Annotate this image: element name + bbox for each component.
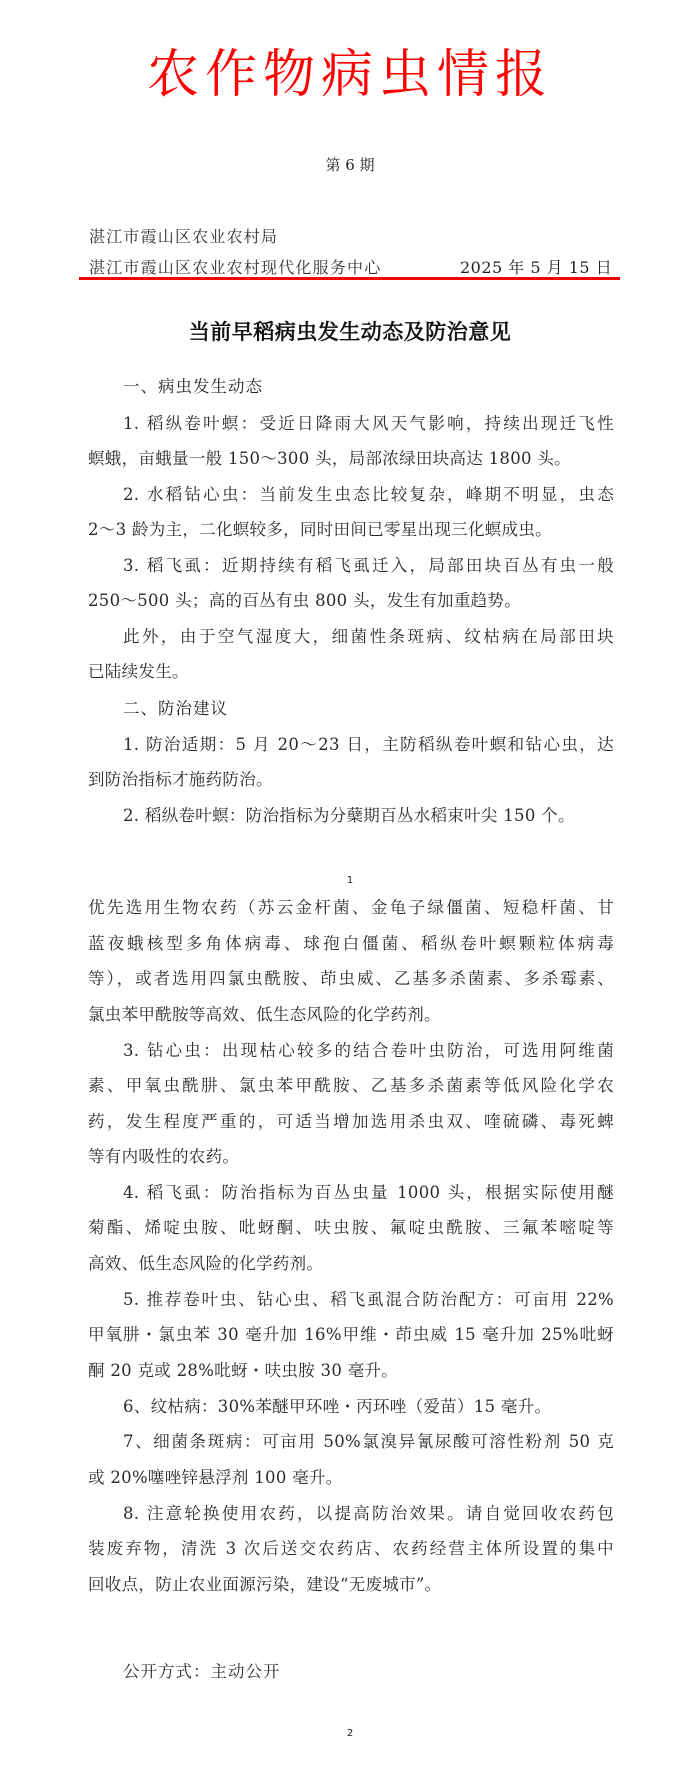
paragraph-line: 或 20%噻唑锌悬浮剂 100 毫升。 (88, 1468, 343, 1487)
paragraph-line: 2. 稻纵卷叶螟：防治指标为分蘖期百丛水稻束叶尖 150 个。 (123, 806, 575, 825)
paragraph-line: 蓝夜蛾核型多角体病毒、球孢白僵菌、稻纵卷叶螟颗粒体病毒 (88, 934, 614, 953)
paragraph-line: 3. 钻心虫：出现枯心较多的结合卷叶虫防治，可选用阿维菌 (123, 1041, 614, 1060)
paragraph-line: 8. 注意轮换使用农药，以提高防治效果。请自觉回收农药包 (123, 1504, 614, 1523)
paragraph-line: 4. 稻飞虱：防治指标为百丛虫量 1000 头，根据实际使用醚 (123, 1183, 614, 1202)
paragraph-line: 6、纹枯病：30%苯醚甲环唑・丙环唑（爱苗）15 毫升。 (123, 1397, 552, 1416)
document-heading: 当前早稻病虫发生动态及防治意见 (188, 319, 512, 344)
paragraph-line: 甲氧肼・氯虫苯 30 毫升加 16%甲维・茚虫威 15 毫升加 25%吡蚜 (88, 1325, 614, 1344)
page-number-1: 1 (346, 875, 354, 886)
paragraph-line: 螟蛾，亩蛾量一般 150～300 头，局部浓绿田块高达 1800 头。 (88, 449, 571, 468)
section-1-title: 一、病虫发生动态 (123, 377, 263, 396)
paragraph-line: 等），或者选用四氯虫酰胺、茚虫威、乙基多杀菌素、多杀霉素、 (88, 969, 614, 988)
paragraph-line: 优先选用生物农药（苏云金杆菌、金龟子绿僵菌、短稳杆菌、甘 (88, 898, 614, 917)
paragraph-line: 回收点，防止农业面源污染，建设“无废城市”。 (88, 1575, 442, 1594)
section-2-title: 二、防治建议 (123, 699, 228, 718)
paragraph-line: 1. 稻纵卷叶螟：受近日降雨大风天气影响，持续出现迁飞性 (123, 414, 614, 433)
paragraph-line: 3. 稻飞虱：近期持续有稻飞虱迁入，局部田块百丛有虫一般 (123, 556, 614, 575)
page-number-2: 2 (346, 1728, 354, 1739)
paragraph-line: 素、甲氧虫酰肼、氯虫苯甲酰胺、乙基多杀菌素等低风险化学农 (88, 1076, 614, 1095)
paragraph-line: 菊酯、烯啶虫胺、吡蚜酮、呋虫胺、氟啶虫酰胺、三氟苯嘧啶等 (88, 1218, 614, 1237)
disclosure-method: 公开方式：主动公开 (123, 1662, 281, 1681)
paragraph-line: 高效、低生态风险的化学药剂。 (88, 1254, 324, 1273)
issuing-org-1: 湛江市霞山区农业农村局 (89, 227, 279, 246)
paragraph-line: 7、细菌条斑病：可亩用 50%氯溴异氰尿酸可溶性粉剂 50 克 (123, 1432, 614, 1451)
paragraph-line: 此外，由于空气湿度大，细菌性条斑病、纹枯病在局部田块 (123, 627, 614, 646)
paragraph-line: 2～3 龄为主，二化螟较多，同时田间已零星出现三化螟成虫。 (88, 520, 552, 539)
issue-date: 2025 年 5 月 15 日 (460, 258, 613, 277)
paragraph-line: 5. 推荐卷叶虫、钻心虫、稻飞虱混合防治配方：可亩用 22% (123, 1290, 614, 1309)
issue-number: 第 6 期 (325, 156, 375, 174)
paragraph-line: 等有内吸性的农药。 (88, 1147, 240, 1166)
paragraph-line: 氯虫苯甲酰胺等高效、低生态风险的化学药剂。 (88, 1005, 441, 1024)
issuing-org-2-row (89, 258, 649, 278)
paragraph-line: 2. 水稻钻心虫：当前发生虫态比较复杂，峰期不明显，虫态 (123, 485, 614, 504)
paragraph-line: 已陆续发生。 (88, 662, 189, 681)
paragraph-line: 到防治指标才施药防治。 (88, 770, 273, 789)
paragraph-line: 酮 20 克或 28%吡蚜・呋虫胺 30 毫升。 (88, 1361, 399, 1380)
red-divider-rule (79, 277, 620, 280)
bulletin-title: 农作物病虫情报 (146, 45, 553, 105)
paragraph-line: 药，发生程度严重的，可适当增加选用杀虫双、喹硫磷、毒死蜱 (88, 1112, 614, 1131)
paragraph-line: 装废弃物，清洗 3 次后送交农药店、农药经营主体所设置的集中 (88, 1539, 614, 1558)
issuing-org-2: 湛江市霞山区农业农村现代化服务中心 (89, 258, 382, 277)
paragraph-line: 1. 防治适期：5 月 20～23 日，主防稻纵卷叶螟和钻心虫，达 (123, 735, 614, 754)
paragraph-line: 250～500 头；高的百丛有虫 800 头，发生有加重趋势。 (88, 591, 522, 610)
